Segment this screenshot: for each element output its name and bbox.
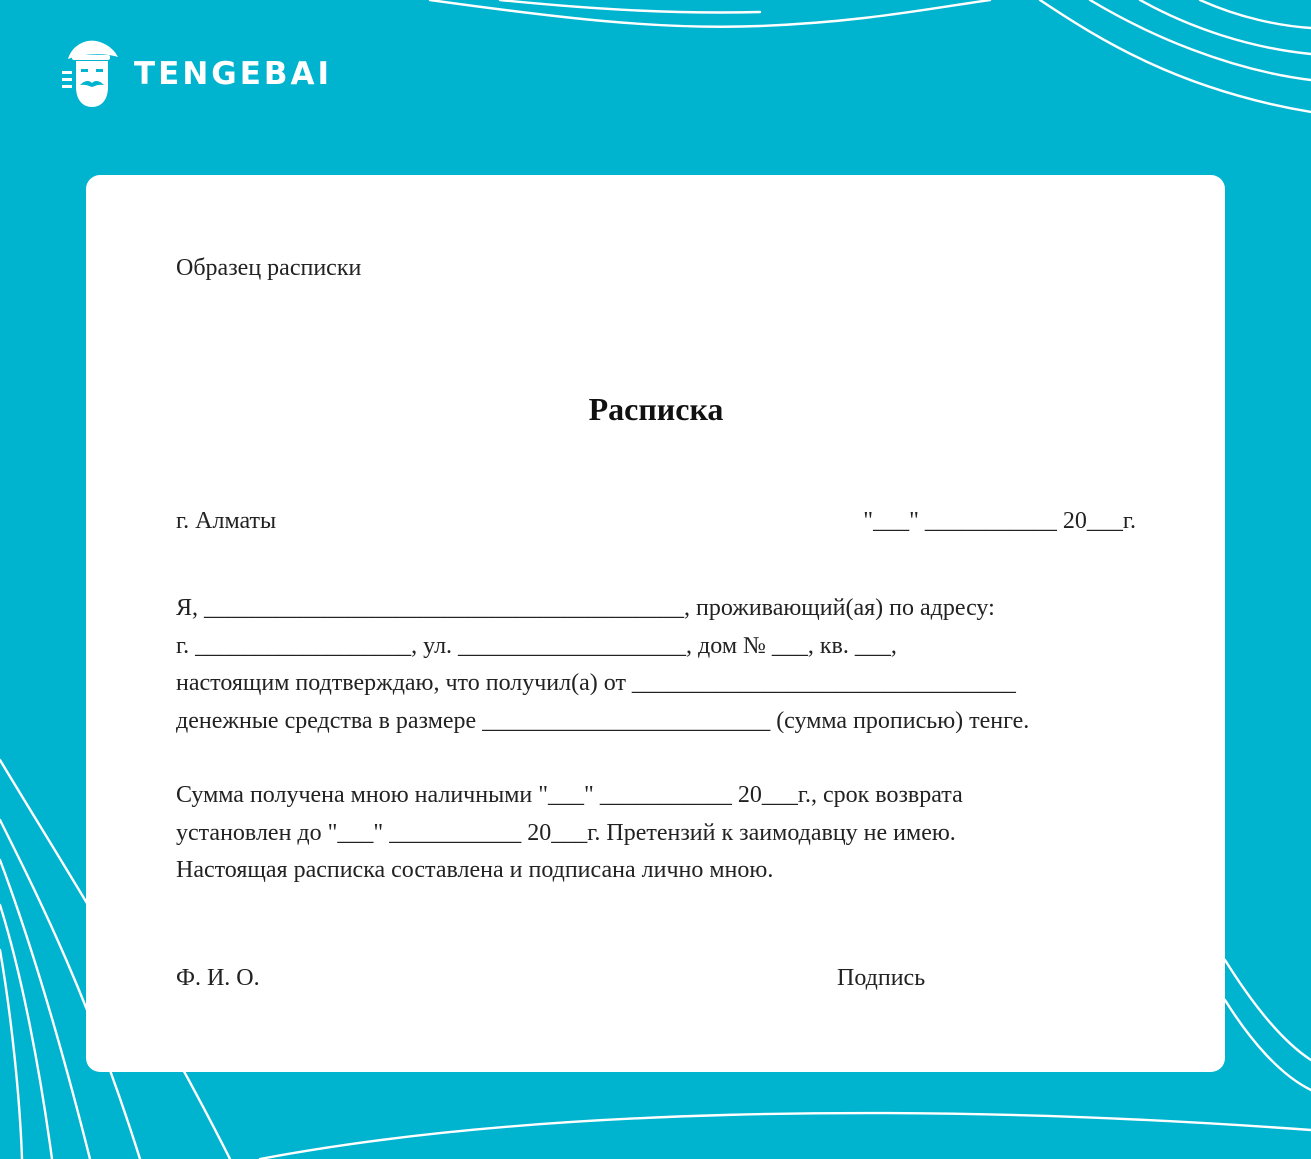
fio-label: Ф. И. О. — [176, 965, 260, 991]
document-card — [86, 175, 1225, 1072]
body-line: настоящим подтверждаю, что получил(а) от ________________________________ — [176, 670, 1016, 696]
brand-name: TENGEBAI — [134, 55, 333, 92]
document-title: Расписка — [588, 391, 724, 427]
signature-label: Подпись — [837, 965, 926, 991]
date-line: "___" ___________ 20___г. — [863, 508, 1136, 534]
body-line: г. __________________, ул. ___________________, дом № ___, кв. ___, — [176, 632, 897, 659]
signature-row — [176, 965, 1136, 992]
terms-line: Настоящая расписка составлена и подписана лично мною. — [176, 857, 774, 883]
terms-line: установлен до "___" ___________ 20___г. Претензий к заимодавцу не имею. — [176, 819, 956, 846]
body-line: Я, ________________________________________, проживающий(ая) по адресу: — [176, 595, 995, 621]
body-line: денежные средства в размере ________________________ (сумма прописью) тенге. — [176, 707, 1030, 734]
document-caption: Образец расписки — [176, 255, 362, 281]
terms-line: Сумма получена мною наличными "___" ___________ 20___г., срок возврата — [176, 782, 963, 808]
brand-logo[interactable] — [62, 37, 332, 111]
pirate-face-logo-icon — [62, 37, 120, 111]
terms-paragraph — [176, 777, 1156, 890]
city-text: г. Алматы — [176, 508, 277, 534]
body-paragraph — [176, 590, 1156, 740]
city-date-row — [176, 508, 1136, 535]
